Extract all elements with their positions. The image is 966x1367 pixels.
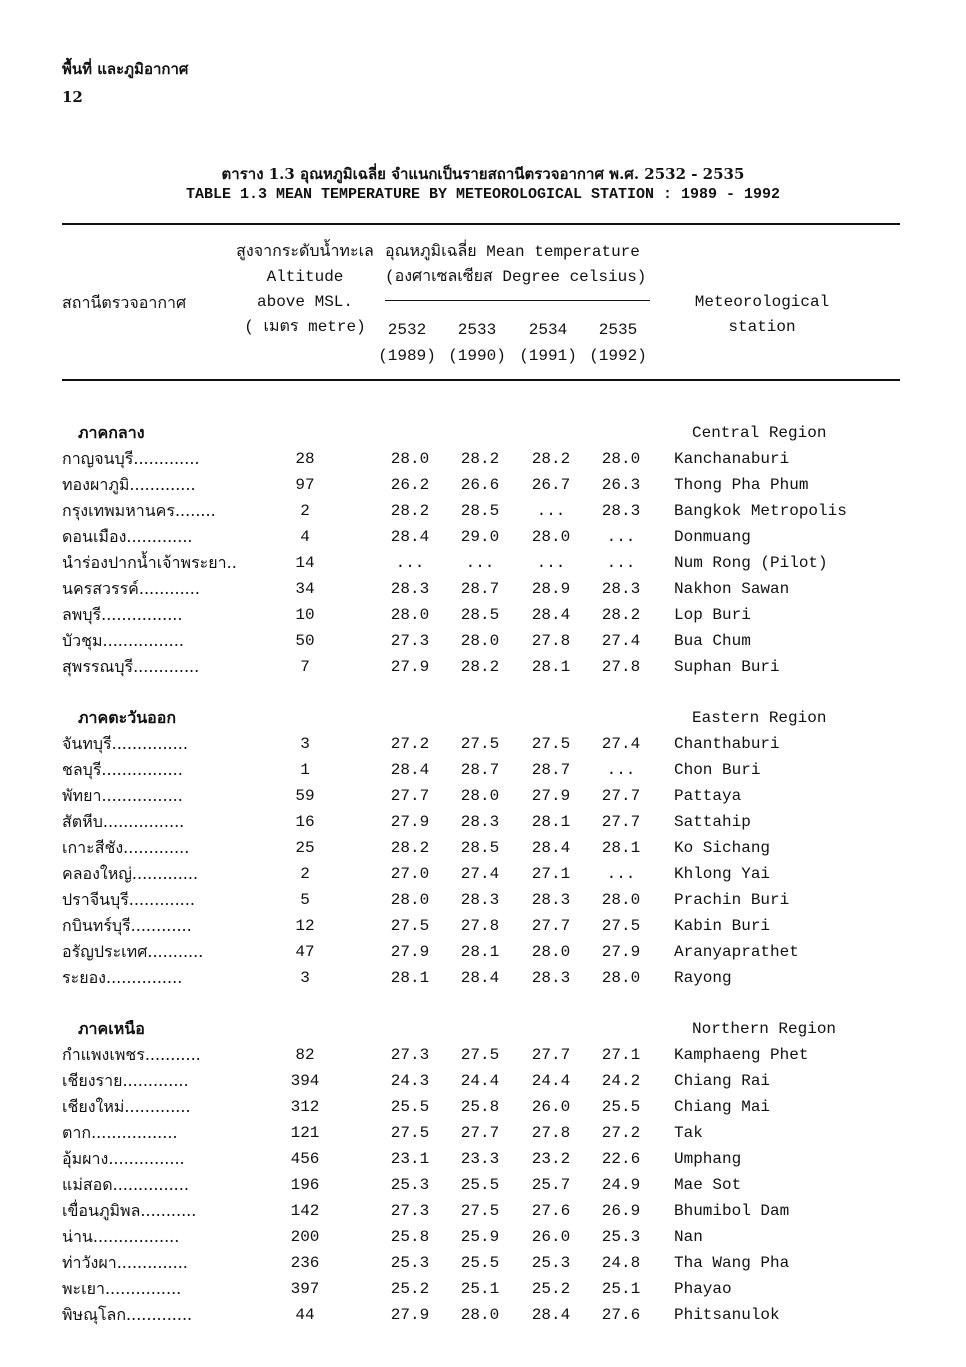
station-name-english: Lop Buri: [674, 606, 751, 624]
station-name-thai: กรุงเทพมหานคร........: [62, 501, 216, 520]
temp-cell-2535: 22.6: [601, 1150, 641, 1168]
temp-cell-2532: 27.9: [390, 1306, 430, 1324]
table-row: [0, 1224, 966, 1250]
temp-cell-2532: 27.9: [390, 943, 430, 961]
station-name-english: Tak: [674, 1124, 703, 1142]
temp-cell-2534: 28.4: [531, 1306, 571, 1324]
temp-cell-2532: 28.2: [390, 502, 430, 520]
temp-cell-2533: 23.3: [460, 1150, 500, 1168]
table-row: [0, 446, 966, 472]
station-name-thai: นครสวรรค์............: [62, 579, 200, 598]
station-name-thai: บัวชุม................: [62, 631, 184, 650]
altitude-cell: 5: [300, 891, 310, 909]
altitude-cell: 34: [295, 580, 315, 598]
temp-cell-2532: 28.1: [390, 969, 430, 987]
temp-cell-2534: 27.9: [531, 787, 571, 805]
temp-cell-2533: 24.4: [460, 1072, 500, 1090]
temp-cell-2532: 23.1: [390, 1150, 430, 1168]
header-degree-celsius: (องศาเซลเซียส Degree celsius): [385, 268, 647, 286]
temp-cell-2535: 24.8: [601, 1254, 641, 1272]
temp-cell-2533: 28.7: [460, 761, 500, 779]
table-row: [0, 1120, 966, 1146]
station-name-thai: เชียงใหม่.............: [62, 1097, 191, 1116]
table-row: [0, 1250, 966, 1276]
station-name-thai: อุ้มผาง...............: [62, 1149, 185, 1168]
station-name-english: Tha Wang Pha: [674, 1254, 790, 1272]
altitude-cell: 7: [300, 658, 310, 676]
temp-cell-2534: 26.0: [531, 1098, 571, 1116]
temp-cell-2535: 28.3: [601, 502, 641, 520]
temp-cell-2534: 23.2: [531, 1150, 571, 1168]
temp-cell-2534: 25.7: [531, 1176, 571, 1194]
table-row: [0, 1068, 966, 1094]
altitude-cell: 2: [300, 502, 310, 520]
altitude-cell: 82: [295, 1046, 315, 1064]
table-row: [0, 809, 966, 835]
station-name-english: Suphan Buri: [674, 658, 780, 676]
region-name-english: Northern Region: [692, 1020, 837, 1038]
table-row: [0, 1198, 966, 1224]
altitude-cell: 50: [295, 632, 315, 650]
temp-cell-2532: 28.0: [390, 891, 430, 909]
year-header-2532: 2532 (1989): [378, 321, 436, 365]
station-name-thai: พิษณุโลก.............: [62, 1305, 193, 1324]
temp-cell-2532: 27.5: [390, 1124, 430, 1142]
temp-cell-2532: ...: [395, 554, 425, 572]
station-name-thai: อรัญประเทศ...........: [62, 942, 204, 961]
station-name-thai: ระยอง...............: [62, 968, 183, 987]
temp-cell-2532: 25.3: [390, 1176, 430, 1194]
altitude-line-thai: สูงจากระดับน้ำทะเล: [236, 243, 374, 261]
table-header-rule: [62, 379, 900, 381]
temp-cell-2535: 27.4: [601, 735, 641, 753]
temp-cell-2533: 28.5: [460, 839, 500, 857]
page-number: 12: [62, 88, 83, 106]
altitude-cell: 142: [290, 1202, 320, 1220]
temp-cell-2532: 28.4: [390, 528, 430, 546]
temp-cell-2535: 26.3: [601, 476, 641, 494]
altitude-cell: 97: [295, 476, 315, 494]
altitude-line-4: ( เมตร metre): [244, 318, 366, 336]
station-name-english: Chon Buri: [674, 761, 761, 779]
altitude-cell: 59: [295, 787, 315, 805]
station-name-english: Chiang Rai: [674, 1072, 771, 1090]
station-name-thai: นำร่องปากน้ำเจ้าพระยา..: [62, 553, 237, 572]
temp-cell-2532: 24.3: [390, 1072, 430, 1090]
temp-cell-2532: 28.2: [390, 839, 430, 857]
station-name-english: Sattahip: [674, 813, 751, 831]
temp-cell-2535: 25.1: [601, 1280, 641, 1298]
temp-cell-2533: 27.7: [460, 1124, 500, 1142]
region-name-english: Eastern Region: [692, 709, 827, 727]
temp-cell-2532: 27.5: [390, 917, 430, 935]
temp-cell-2534: 27.5: [531, 735, 571, 753]
temp-cell-2535: 28.1: [601, 839, 641, 857]
table-row: [0, 1172, 966, 1198]
region-name-thai: ภาคตะวันออก: [78, 708, 177, 727]
temp-cell-2535: 27.7: [601, 813, 641, 831]
station-name-thai: กบินทร์บุรี............: [62, 916, 192, 935]
temp-cell-2534: 27.6: [531, 1202, 571, 1220]
temp-cell-2535: ...: [606, 865, 636, 883]
altitude-cell: 44: [295, 1306, 315, 1324]
table-row: [0, 1276, 966, 1302]
region-name-thai: ภาคกลาง: [78, 423, 145, 442]
station-name-thai: ทองผาภูมิ.............: [62, 475, 196, 494]
table-caption-thai: ตาราง 1.3 อุณหภูมิเฉลี่ย จำแนกเป็นรายสถานีตรวจอากาศ พ.ศ. 2532 - 2535: [221, 165, 745, 183]
temp-cell-2534: 25.2: [531, 1280, 571, 1298]
temp-cell-2532: 28.0: [390, 606, 430, 624]
temp-cell-2532: 25.2: [390, 1280, 430, 1298]
station-name-english: Nakhon Sawan: [674, 580, 790, 598]
year-header-2534: 2534 (1991): [519, 321, 577, 365]
temp-cell-2532: 25.3: [390, 1254, 430, 1272]
temp-cell-2533: 27.5: [460, 1202, 500, 1220]
station-name-thai: จันทบุรี...............: [62, 734, 188, 753]
station-name-english: Bhumibol Dam: [674, 1202, 790, 1220]
temp-cell-2533: 25.8: [460, 1098, 500, 1116]
temp-cell-2534: 28.0: [531, 528, 571, 546]
temp-cell-2535: 28.3: [601, 580, 641, 598]
altitude-cell: 196: [290, 1176, 320, 1194]
table-row: [0, 576, 966, 602]
temp-cell-2533: 28.0: [460, 1306, 500, 1324]
altitude-cell: 12: [295, 917, 315, 935]
altitude-cell: 121: [290, 1124, 320, 1142]
header-station-thai: สถานีตรวจอากาศ: [62, 293, 187, 312]
temp-cell-2532: 27.3: [390, 632, 430, 650]
station-name-english: Ko Sichang: [674, 839, 771, 857]
altitude-cell: 200: [290, 1228, 320, 1246]
temp-cell-2534: 28.0: [531, 943, 571, 961]
region-name-thai: ภาคเหนือ: [78, 1019, 145, 1038]
temp-cell-2532: 27.3: [390, 1046, 430, 1064]
temp-cell-2534: 26.7: [531, 476, 571, 494]
temp-cell-2534: 28.1: [531, 658, 571, 676]
station-name-english: Prachin Buri: [674, 891, 790, 909]
table-row: [0, 913, 966, 939]
station-name-thai: เกาะสีชัง.............: [62, 838, 190, 857]
temp-cell-2535: 28.2: [601, 606, 641, 624]
region-name-english: Central Region: [692, 424, 827, 442]
table-row: [0, 887, 966, 913]
temp-cell-2533: 26.6: [460, 476, 500, 494]
temp-cell-2534: 28.3: [531, 969, 571, 987]
temp-cell-2533: 28.0: [460, 632, 500, 650]
altitude-cell: 1: [300, 761, 310, 779]
table-row: [0, 524, 966, 550]
table-body: [0, 420, 966, 1328]
station-name-english: Pattaya: [674, 787, 742, 805]
table-row: [0, 861, 966, 887]
header-mean-temperature: อุณหภูมิเฉลี่ย Mean temperature: [385, 243, 640, 261]
temp-cell-2533: 28.4: [460, 969, 500, 987]
table-row: [0, 1146, 966, 1172]
temp-cell-2532: 28.0: [390, 450, 430, 468]
station-name-thai: เขื่อนภูมิพล...........: [62, 1201, 197, 1220]
temp-cell-2532: 28.3: [390, 580, 430, 598]
station-name-english: Bua Chum: [674, 632, 751, 650]
altitude-cell: 16: [295, 813, 315, 831]
temp-cell-2534: 28.9: [531, 580, 571, 598]
temp-cell-2534: 27.8: [531, 632, 571, 650]
temp-cell-2533: 25.5: [460, 1254, 500, 1272]
temp-cell-2533: 28.1: [460, 943, 500, 961]
station-name-thai: ดอนเมือง.............: [62, 527, 193, 546]
station-name-english: Thong Pha Phum: [674, 476, 809, 494]
table-row: [0, 1302, 966, 1328]
station-name-thai: ชลบุรี................: [62, 760, 183, 779]
temp-cell-2533: 28.5: [460, 502, 500, 520]
temp-cell-2533: 28.3: [460, 891, 500, 909]
temp-cell-2535: 27.1: [601, 1046, 641, 1064]
table-row: [0, 1094, 966, 1120]
station-name-english: Kanchanaburi: [674, 450, 790, 468]
altitude-cell: 397: [290, 1280, 320, 1298]
temp-cell-2535: 27.4: [601, 632, 641, 650]
altitude-cell: 14: [295, 554, 315, 572]
temp-cell-2534: 28.4: [531, 839, 571, 857]
station-name-english: Chiang Mai: [674, 1098, 771, 1116]
year-header-2533: 2533 (1990): [448, 321, 506, 365]
station-name-thai: แม่สอด...............: [62, 1175, 189, 1194]
station-name-thai: ปราจีนบุรี.............: [62, 890, 195, 909]
temp-cell-2534: 27.7: [531, 917, 571, 935]
temp-cell-2534: 24.4: [531, 1072, 571, 1090]
temp-cell-2535: 27.6: [601, 1306, 641, 1324]
station-name-english: Umphang: [674, 1150, 742, 1168]
temp-cell-2533: 28.7: [460, 580, 500, 598]
temp-cell-2532: 27.9: [390, 813, 430, 831]
altitude-cell: 4: [300, 528, 310, 546]
station-name-thai: พัทยา................: [62, 786, 183, 805]
temp-cell-2533: 28.3: [460, 813, 500, 831]
temp-cell-2534: ...: [536, 502, 566, 520]
station-name-thai: ตาก.................: [62, 1123, 178, 1142]
header-station-english: Meteorological station: [694, 293, 830, 336]
table-row: [0, 965, 966, 991]
altitude-cell: 456: [290, 1150, 320, 1168]
altitude-cell: 47: [295, 943, 315, 961]
altitude-cell: 236: [290, 1254, 320, 1272]
station-name-english: Kamphaeng Phet: [674, 1046, 809, 1064]
region-header-row: [0, 1016, 966, 1042]
temp-cell-2535: 28.0: [601, 891, 641, 909]
altitude-cell: 25: [295, 839, 315, 857]
temp-cell-2532: 27.3: [390, 1202, 430, 1220]
table-row: [0, 939, 966, 965]
temp-cell-2533: 28.2: [460, 450, 500, 468]
altitude-cell: 312: [290, 1098, 320, 1116]
temp-cell-2534: 28.4: [531, 606, 571, 624]
table-row: [0, 1042, 966, 1068]
altitude-line-3: above MSL.: [256, 293, 353, 311]
altitude-cell: 2: [300, 865, 310, 883]
station-name-english: Chanthaburi: [674, 735, 780, 753]
station-name-english: Mae Sot: [674, 1176, 742, 1194]
header-altitude: [230, 240, 380, 340]
temp-cell-2532: 27.2: [390, 735, 430, 753]
table-row: [0, 602, 966, 628]
table-row: [0, 757, 966, 783]
table-row: [0, 472, 966, 498]
table-caption-english: TABLE 1.3 MEAN TEMPERATURE BY METEOROLOGICAL STATION : 1989 - 1992: [185, 186, 781, 203]
table-row: [0, 498, 966, 524]
station-name-english: Rayong: [674, 969, 732, 987]
altitude-cell: 10: [295, 606, 315, 624]
temp-cell-2533: 27.4: [460, 865, 500, 883]
temp-cell-2535: 27.2: [601, 1124, 641, 1142]
temp-cell-2534: 28.7: [531, 761, 571, 779]
table-row: [0, 654, 966, 680]
temp-cell-2535: 28.0: [601, 450, 641, 468]
temp-cell-2535: 27.7: [601, 787, 641, 805]
station-name-english: Num Rong (Pilot): [674, 554, 828, 572]
station-name-english: Bangkok Metropolis: [674, 502, 847, 520]
temp-cell-2535: ...: [606, 554, 636, 572]
temp-cell-2532: 25.8: [390, 1228, 430, 1246]
temp-cell-2535: 27.8: [601, 658, 641, 676]
station-name-thai: พะเยา...............: [62, 1279, 182, 1298]
station-name-english: Aranyaprathet: [674, 943, 799, 961]
temp-cell-2534: 27.8: [531, 1124, 571, 1142]
temp-cell-2532: 28.4: [390, 761, 430, 779]
region-header-row: [0, 420, 966, 446]
temp-cell-2534: 25.3: [531, 1254, 571, 1272]
region-header-row: [0, 705, 966, 731]
temp-cell-2535: 26.9: [601, 1202, 641, 1220]
temp-cell-2534: 28.3: [531, 891, 571, 909]
temp-cell-2533: 27.5: [460, 1046, 500, 1064]
temp-cell-2534: 28.2: [531, 450, 571, 468]
region-gap: [0, 991, 966, 1016]
temp-cell-2535: ...: [606, 528, 636, 546]
temp-cell-2533: ...: [465, 554, 495, 572]
temp-cell-2535: 28.0: [601, 969, 641, 987]
temp-cell-2535: 27.9: [601, 943, 641, 961]
table-row: [0, 731, 966, 757]
station-name-thai: กำแพงเพชร...........: [62, 1045, 201, 1064]
station-name-thai: น่าน.................: [62, 1227, 180, 1246]
year-header-2535: 2535 (1992): [589, 321, 647, 365]
table-row: [0, 628, 966, 654]
station-name-english: Nan: [674, 1228, 703, 1246]
temp-cell-2535: 24.9: [601, 1176, 641, 1194]
station-name-english: Donmuang: [674, 528, 751, 546]
temp-cell-2532: 26.2: [390, 476, 430, 494]
altitude-line-2: Altitude: [266, 268, 344, 286]
table-row: [0, 783, 966, 809]
temp-cell-2532: 27.7: [390, 787, 430, 805]
station-name-thai: กาญจนบุรี.............: [62, 449, 200, 468]
station-name-thai: สุพรรณบุรี.............: [62, 657, 200, 676]
temp-cell-2535: 24.2: [601, 1072, 641, 1090]
temp-cell-2535: 27.5: [601, 917, 641, 935]
station-name-thai: ลพบุรี................: [62, 605, 183, 624]
altitude-cell: 3: [300, 735, 310, 753]
temp-cell-2535: ...: [606, 761, 636, 779]
temp-cell-2533: 25.5: [460, 1176, 500, 1194]
temp-cell-2535: 25.5: [601, 1098, 641, 1116]
altitude-cell: 28: [295, 450, 315, 468]
temp-cell-2532: 25.5: [390, 1098, 430, 1116]
table-row: [0, 550, 966, 576]
temp-cell-2534: ...: [536, 554, 566, 572]
temp-cell-2533: 27.5: [460, 735, 500, 753]
station-name-english: Khlong Yai: [674, 865, 771, 883]
temp-cell-2533: 28.0: [460, 787, 500, 805]
station-name-thai: เชียงราย.............: [62, 1071, 189, 1090]
station-name-english: Phayao: [674, 1280, 732, 1298]
altitude-cell: 3: [300, 969, 310, 987]
temp-cell-2533: 29.0: [460, 528, 500, 546]
region-gap: [0, 680, 966, 705]
temp-cell-2532: 27.9: [390, 658, 430, 676]
temp-cell-2533: 28.5: [460, 606, 500, 624]
temp-cell-2534: 28.1: [531, 813, 571, 831]
altitude-cell: 394: [290, 1072, 320, 1090]
temp-cell-2534: 27.7: [531, 1046, 571, 1064]
temp-cell-2533: 27.8: [460, 917, 500, 935]
temp-cell-2535: 25.3: [601, 1228, 641, 1246]
table-row: [0, 835, 966, 861]
temp-cell-2533: 28.2: [460, 658, 500, 676]
station-name-english: Kabin Buri: [674, 917, 771, 935]
temp-cell-2532: 27.0: [390, 865, 430, 883]
station-name-thai: ท่าวังผา..............: [62, 1253, 188, 1272]
station-name-thai: คลองใหญ่.............: [62, 864, 199, 883]
station-name-english: Phitsanulok: [674, 1306, 780, 1324]
temp-cell-2533: 25.9: [460, 1228, 500, 1246]
header-span-rule: [385, 300, 650, 301]
temp-cell-2534: 27.1: [531, 865, 571, 883]
station-name-thai: สัตหีบ................: [62, 812, 185, 831]
running-head: พื้นที่ และภูมิอากาศ: [62, 60, 189, 78]
table-top-rule: [62, 223, 900, 225]
temp-cell-2534: 26.0: [531, 1228, 571, 1246]
temp-cell-2533: 25.1: [460, 1280, 500, 1298]
